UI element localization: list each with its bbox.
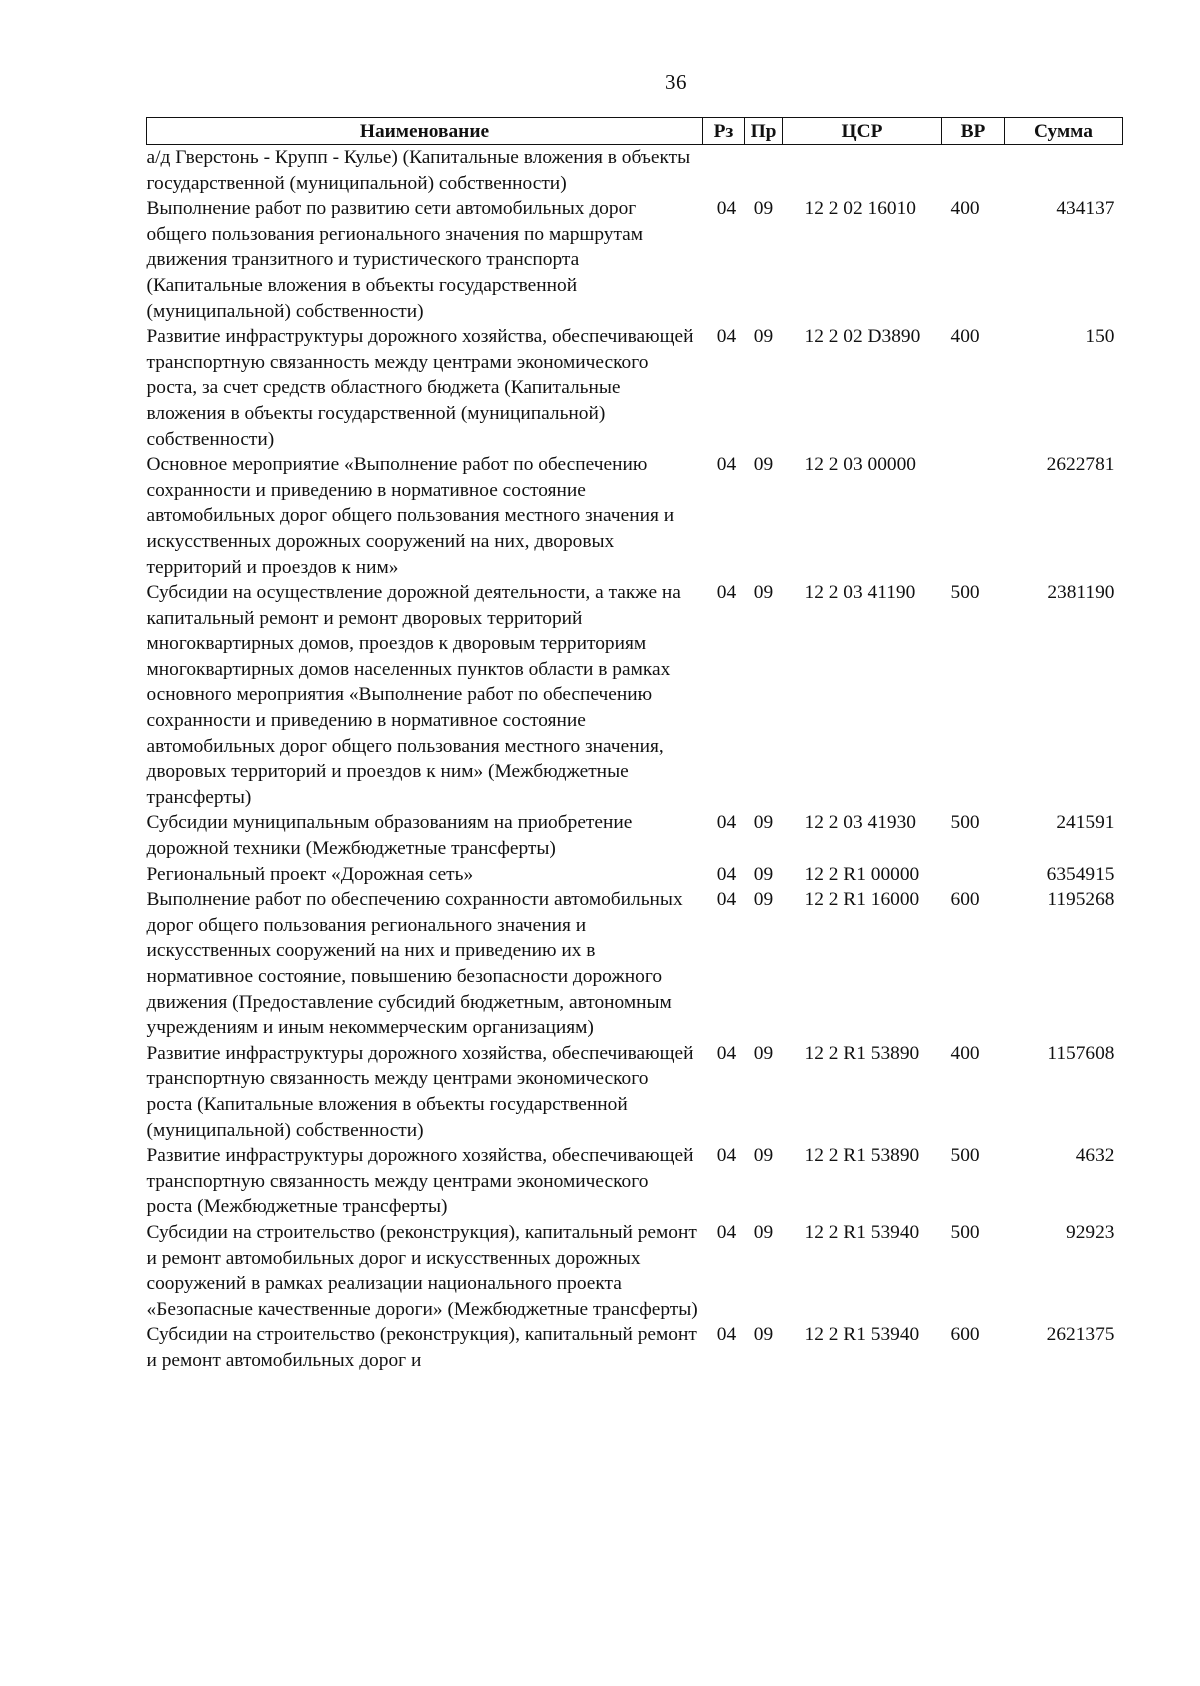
row-rz: 04 — [716, 454, 737, 476]
row-pr: 09 — [753, 812, 774, 834]
row-sum: 92923 — [1066, 1221, 1115, 1243]
header-name: Наименование — [147, 118, 703, 145]
row-csr: 12 2 R1 53890 — [804, 1042, 920, 1064]
row-sum: 2381190 — [1047, 582, 1115, 604]
table-row — [147, 145, 1123, 197]
row-name: Субсидии на строительство (реконструкция), капитальный ремонт и ремонт автомобильных дорог и — [146, 1324, 697, 1371]
row-pr: 09 — [753, 1042, 774, 1064]
row-vr: 400 — [950, 1042, 980, 1064]
table-row — [147, 1143, 1123, 1220]
row-csr: 12 2 R1 16000 — [804, 889, 920, 911]
header-csr: ЦСР — [783, 118, 942, 145]
row-rz: 04 — [716, 1221, 737, 1243]
header-vr: ВР — [942, 118, 1005, 145]
row-csr: 12 2 R1 53940 — [804, 1324, 920, 1346]
table-row — [147, 1322, 1123, 1373]
row-csr — [783, 145, 942, 197]
header-pr: Пр — [745, 118, 783, 145]
row-vr: 400 — [950, 326, 980, 348]
row-sum: 6354915 — [1046, 863, 1115, 885]
row-name: а/д Гверстонь - Крупп - Кулье) (Капитальные вложения в объекты государственной (муниципальной) собственности) — [146, 147, 691, 194]
row-csr: 12 2 R1 53890 — [804, 1145, 920, 1167]
row-name: Развитие инфраструктуры дорожного хозяйства, обеспечивающей транспортную связанность между центрами экономического роста (Межбюджетные трансферты) — [146, 1145, 694, 1218]
row-rz — [703, 145, 745, 197]
row-sum: 1157608 — [1047, 1042, 1115, 1064]
row-rz: 04 — [716, 889, 737, 911]
row-csr: 12 2 02 16010 — [804, 198, 916, 220]
budget-table — [146, 117, 1123, 1374]
row-sum: 1195268 — [1047, 889, 1115, 911]
row-csr: 12 2 R1 53940 — [804, 1221, 920, 1243]
row-pr: 09 — [753, 326, 774, 348]
page-number: 36 — [665, 70, 687, 94]
row-sum: 241591 — [1056, 812, 1115, 834]
table-row — [147, 324, 1123, 452]
header-sum: Сумма — [1005, 118, 1123, 145]
row-name: Основное мероприятие «Выполнение работ по обеспечению сохранности и приведению в нормативное состояние автомобильных дорог общего пользования местного значения и искусственных дорожных сооружений на них, дворовых территорий и проездов к ним» — [146, 454, 675, 578]
row-vr: 600 — [950, 889, 980, 911]
row-pr: 09 — [753, 1145, 774, 1167]
row-sum: 150 — [1085, 326, 1115, 348]
row-sum — [1005, 145, 1123, 197]
table-row — [147, 1220, 1123, 1322]
row-name: Выполнение работ по развитию сети автомобильных дорог общего пользования регионального значения по маршрутам движения транзитного и туристического транспорта (Капитальные вложения в объекты государственной (муниципальной) собственности) — [146, 198, 644, 322]
row-sum: 2622781 — [1046, 454, 1115, 476]
table-row — [147, 887, 1123, 1041]
table-row — [147, 580, 1123, 810]
row-csr: 12 2 03 41930 — [804, 812, 916, 834]
row-rz: 04 — [716, 582, 737, 604]
row-pr: 09 — [753, 582, 774, 604]
table-header — [147, 118, 1123, 145]
table-row — [147, 862, 1123, 888]
table-row — [147, 1041, 1123, 1143]
table-body — [147, 145, 1123, 1374]
table-row — [147, 810, 1123, 861]
row-pr: 09 — [753, 863, 774, 885]
row-vr — [942, 145, 1005, 197]
row-pr: 09 — [753, 198, 774, 220]
row-rz: 04 — [716, 812, 737, 834]
row-rz: 04 — [716, 863, 737, 885]
row-vr: 400 — [950, 198, 980, 220]
row-csr: 12 2 R1 00000 — [804, 863, 920, 885]
row-name: Субсидии муниципальным образованиям на приобретение дорожной техники (Межбюджетные трансферты) — [146, 812, 633, 860]
row-pr: 09 — [753, 889, 774, 911]
row-vr: 500 — [950, 582, 980, 604]
row-name: Выполнение работ по обеспечению сохранности автомобильных дорог общего пользования регионального значения и искусственных сооружений на них и приведению их в нормативное состояние, повышению безопасности дорожного движения (Предоставление субсидий бюджетным, автономным учреждениям и иным некоммерческим организациям) — [146, 889, 683, 1039]
row-pr: 09 — [753, 1324, 774, 1346]
row-sum: 4632 — [1075, 1145, 1115, 1167]
row-csr: 12 2 03 00000 — [804, 454, 916, 476]
row-vr: 500 — [950, 1145, 980, 1167]
row-pr: 09 — [753, 1221, 774, 1243]
row-vr: 500 — [950, 1221, 980, 1243]
row-rz: 04 — [716, 1042, 737, 1064]
row-name: Субсидии на осуществление дорожной деятельности, а также на капитальный ремонт и ремонт дворовых территорий многоквартирных домов, проездов к дворовым территориям многоквартирных домов населенных пунктов области в рамках основного мероприятия «Выполнение работ по обеспечению сохранности и приведению в нормативное состояние автомобильных дорог общего пользования местного значения, дворовых территорий и проездов к ним» (Межбюджетные трансферты) — [146, 582, 681, 808]
header-rz: Рз — [703, 118, 745, 145]
row-rz: 04 — [716, 1324, 737, 1346]
row-vr: 600 — [950, 1324, 980, 1346]
table-row — [147, 196, 1123, 324]
row-sum: 2621375 — [1046, 1324, 1115, 1346]
row-csr: 12 2 02 D3890 — [804, 326, 921, 348]
row-name: Развитие инфраструктуры дорожного хозяйства, обеспечивающей транспортную связанность между центрами экономического роста, за счет средств областного бюджета (Капитальные вложения в объекты государственной (муниципальной) собственности) — [146, 326, 694, 450]
table-row — [147, 452, 1123, 580]
row-name: Субсидии на строительство (реконструкция), капитальный ремонт и ремонт автомобильных дорог и искусственных дорожных сооружений в рамках реализации национального проекта «Безопасные качественные дороги» (Межбюджетные трансферты) — [146, 1221, 698, 1320]
row-vr — [942, 862, 1005, 888]
row-rz: 04 — [716, 326, 737, 348]
row-csr: 12 2 03 41190 — [804, 582, 916, 604]
row-pr: 09 — [753, 454, 774, 476]
row-name: Региональный проект «Дорожная сеть» — [146, 863, 474, 885]
row-name: Развитие инфраструктуры дорожного хозяйства, обеспечивающей транспортную связанность между центрами экономического роста (Капитальные вложения в объекты государственной (муниципальной) собственности) — [146, 1042, 694, 1141]
row-rz: 04 — [716, 198, 737, 220]
row-vr: 500 — [950, 812, 980, 834]
row-pr — [745, 145, 783, 197]
row-vr — [942, 452, 1005, 580]
row-rz: 04 — [716, 1145, 737, 1167]
row-sum: 434137 — [1056, 198, 1115, 220]
